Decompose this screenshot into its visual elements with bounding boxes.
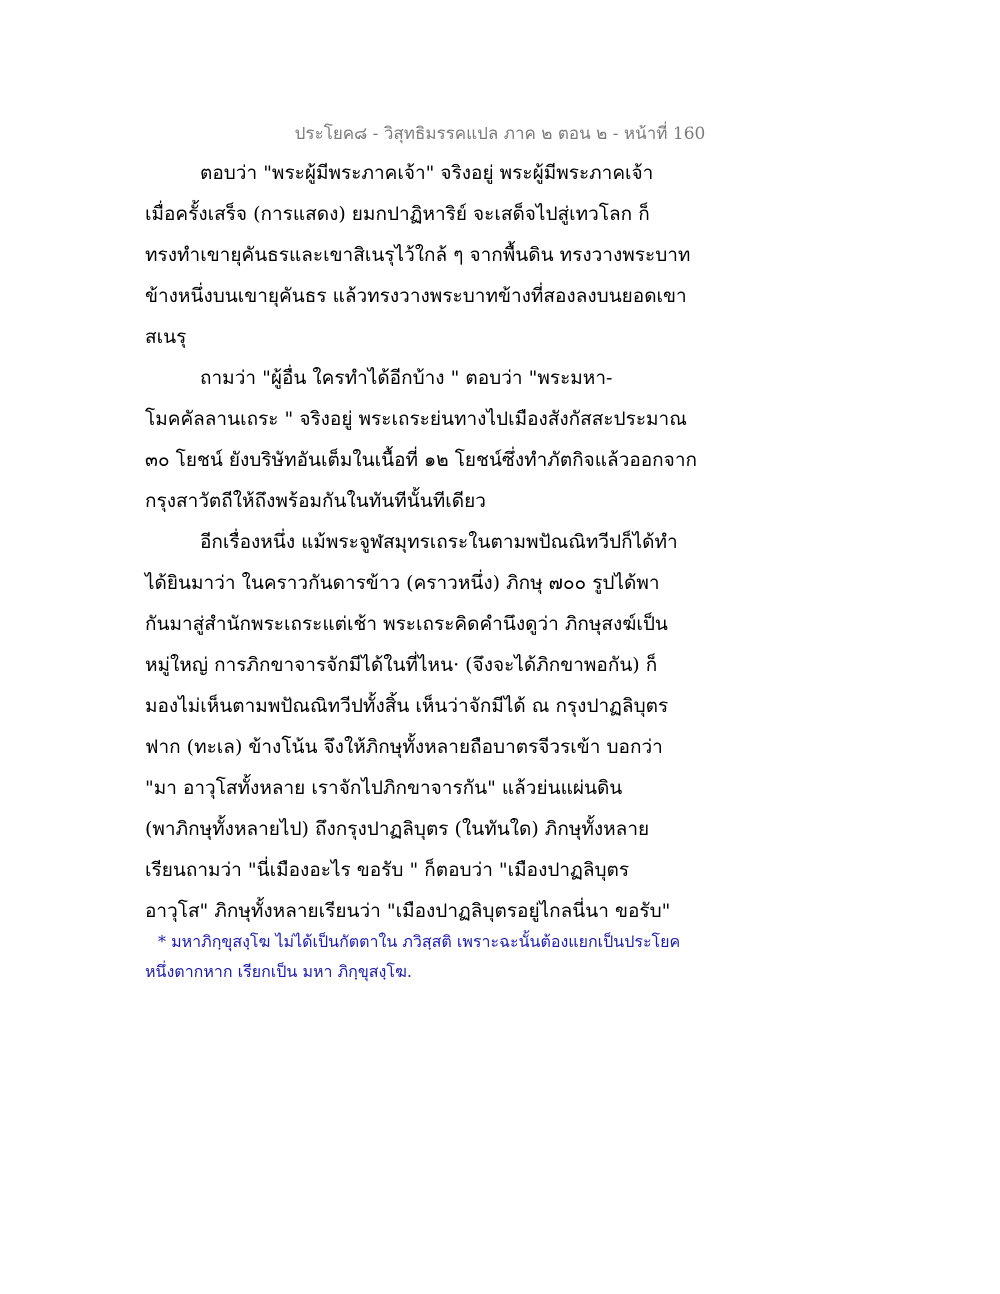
body-line: ข้างหนึ่งบนเขายุคันธร แล้วทรงวางพระบาทข้างที่สองลงบนยอดเขา xyxy=(145,285,687,307)
footnote-line: หนึ่งตากหาก เรียกเป็น มหา ภิกฺขุสงฺโฆ. xyxy=(145,962,412,981)
running-header: ประโยค๘ - วิสุทธิมรรคแปล ภาค ๒ ตอน ๒ - หน้าที่ 160 xyxy=(294,124,706,144)
body-line: กันมาสู่สำนักพระเถระแต่เช้า พระเถระคิดคำนึงดูว่า ภิกษุสงฆ์เป็น xyxy=(145,613,668,635)
body-line: ฟาก (ทะเล) ข้างโน้น จึงให้ภิกษุทั้งหลายถือบาตรจีวรเข้า บอกว่า xyxy=(145,736,663,758)
body-line: (พาภิกษุทั้งหลายไป) ถึงกรุงปาฏลิบุตร (ในทันใด) ภิกษุทั้งหลาย xyxy=(145,818,650,840)
body-line: เรียนถามว่า "นี่เมืองอะไร ขอรับ " ก็ตอบว่า "เมืองปาฏลิบุตร xyxy=(145,859,630,881)
body-line: มองไม่เห็นตามพปัณณิทวีปทั้งสิ้น เห็นว่าจักมีได้ ณ กรุงปาฏลิบุตร xyxy=(145,695,669,717)
body-line: กรุงสาวัตถีให้ถึงพร้อมกันในทันทีนั้นทีเดียว xyxy=(145,490,486,512)
body-line: สเนรุ xyxy=(145,326,187,348)
body-line: อีกเรื่องหนึ่ง แม้พระจูฬสมุทรเถระในตามพปัณณิทวีปก็ได้ทำ xyxy=(200,531,678,553)
body-line: ได้ยินมาว่า ในคราวกันดารข้าว (คราวหนึ่ง) ภิกษุ ๗๐๐ รูปได้พา xyxy=(145,572,660,594)
body-line: ๓๐ โยชน์ ยังบริษัทอันเต็มในเนื้อที่ ๑๒ โยชน์ซึ่งทำภัตกิจแล้วออกจาก xyxy=(145,449,697,471)
footnote-line: * มหาภิกฺขุสงฺโฆ ไม่ได้เป็นกัตตาใน ภวิสฺสติ เพราะฉะนั้นต้องแยกเป็นประโยค xyxy=(158,932,681,951)
body-line: "มา อาวุโสทั้งหลาย เราจักไปภิกขาจารกัน" แล้วย่นแผ่นดิน xyxy=(145,777,623,799)
body-line: ตอบว่า "พระผู้มีพระภาคเจ้า" จริงอยู่ พระผู้มีพระภาคเจ้า xyxy=(200,162,654,184)
body-line: เมื่อครั้งเสร็จ (การแสดง) ยมกปาฏิหาริย์ จะเสด็จไปสู่เทวโลก ก็ xyxy=(145,203,650,225)
body-line: โมคคัลลานเถระ " จริงอยู่ พระเถระย่นทางไปเมืองสังกัสสะประมาณ xyxy=(145,408,687,430)
body-line: อาวุโส" ภิกษุทั้งหลายเรียนว่า "เมืองปาฏลิบุตรอยู่ไกลนี่นา ขอรับ" xyxy=(145,900,671,922)
body-line: ถามว่า "ผู้อื่น ใครทำได้อีกบ้าง " ตอบว่า "พระมหา- xyxy=(200,367,613,389)
body-line: ทรงทำเขายุคันธรและเขาสิเนรุไว้ใกล้ ๆ จากพื้นดิน ทรงวางพระบาท xyxy=(145,244,691,266)
body-line: หมู่ใหญ่ การภิกขาจารจักมีได้ในที่ไหน· (จึงจะได้ภิกขาพอกัน) ก็ xyxy=(145,654,658,676)
